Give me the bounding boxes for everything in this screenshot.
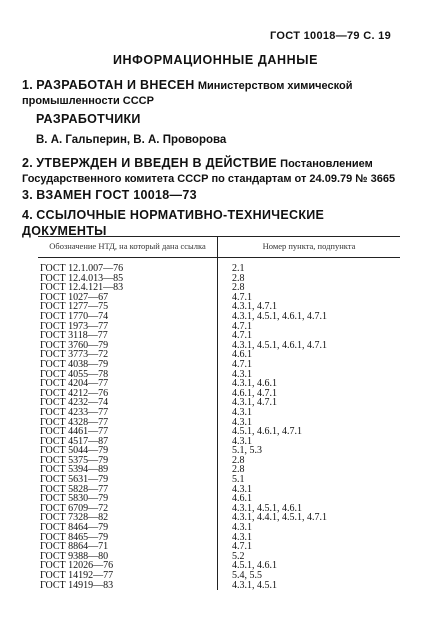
clause-numbers: 4.3.1 [232, 368, 252, 380]
clause-numbers: 4.7.1 [232, 291, 252, 303]
section-lead: УТВЕРЖДЕН И ВВЕДЕН В ДЕЙСТВИЕ [36, 156, 277, 170]
clause-numbers: 2.8 [232, 464, 245, 476]
section-number: 1. [22, 78, 34, 92]
document-designation: ГОСТ 12.4.013—85 [38, 274, 218, 284]
section-2 [22, 156, 407, 187]
section-lead: РАЗРАБОТАН И ВНЕСЕН [36, 78, 195, 92]
document-designation: ГОСТ 4212—76 [38, 389, 218, 399]
section-text: Министерством химической промышленности СССР [22, 80, 353, 107]
document-designation: ГОСТ 12026—76 [38, 561, 218, 571]
clause-numbers: 4.3.1 [232, 531, 252, 543]
document-designation: ГОСТ 12.4.121—83 [38, 283, 218, 293]
clause-numbers: 5.4, 5.5 [232, 570, 262, 581]
clause-numbers: 4.3.1, 4.5.1 [232, 579, 277, 591]
document-designation: ГОСТ 4038—79 [38, 360, 218, 370]
document-designation: ГОСТ 7328—82 [38, 513, 218, 523]
document-designation: ГОСТ 5828—77 [38, 485, 218, 495]
developers-names: В. А. Гальперин, В. А. Проворова [36, 134, 227, 146]
section-number: 4. [22, 208, 34, 222]
document-designation: ГОСТ 1277—75 [38, 302, 218, 312]
section-lead: ВЗАМЕН ГОСТ 10018—73 [36, 188, 197, 202]
clause-numbers: 4.7.1 [232, 541, 252, 553]
clause-numbers: 4.6.1 [232, 493, 252, 505]
document-designation: ГОСТ 5394—89 [38, 465, 218, 475]
document-designation: ГОСТ 4233—77 [38, 408, 218, 418]
document-designation: ГОСТ 9388—80 [38, 552, 218, 562]
document-designation: ГОСТ 3118—77 [38, 331, 218, 341]
document-designation: ГОСТ 3760—79 [38, 341, 218, 351]
document-designation: ГОСТ 4517—87 [38, 437, 218, 447]
document-designation: ГОСТ 12.1.007—76 [38, 258, 218, 274]
clause-numbers: 4.6.1, 4.7.1 [232, 387, 277, 399]
section-1 [22, 78, 407, 109]
table-body [38, 258, 400, 591]
clause-numbers: 5.1 [232, 474, 245, 486]
document-designation: ГОСТ 4204—77 [38, 379, 218, 389]
table-row [38, 258, 400, 274]
clause-numbers: 4.3.1, 4.4.1, 4.5.1, 4.7.1 [232, 512, 327, 524]
section-lead: ССЫЛОЧНЫЕ НОРМАТИВНО-ТЕХНИЧЕСКИЕ ДОКУМЕНТЫ [22, 208, 325, 238]
clause-numbers: 4.3.1 [232, 435, 252, 447]
table-row [38, 581, 400, 591]
clause-numbers: 4.3.1 [232, 406, 252, 418]
document-designation: ГОСТ 6709—72 [38, 504, 218, 514]
section-3 [22, 188, 407, 204]
clause-numbers: 5.2 [232, 550, 245, 562]
clause-numbers: 2.1 [232, 263, 245, 274]
clause-numbers: 4.6.1 [232, 349, 252, 361]
document-designation: ГОСТ 5044—79 [38, 446, 218, 456]
document-designation: ГОСТ 3773—72 [38, 350, 218, 360]
document-title: ИНФОРМАЦИОННЫЕ ДАННЫЕ [112, 53, 319, 67]
clause-numbers: 4.3.1 [232, 483, 252, 495]
developers-heading: РАЗРАБОТЧИКИ [36, 112, 141, 126]
reference-documents-table [38, 236, 400, 590]
clause-numbers: 2.8 [232, 454, 245, 466]
clause-numbers: 4.3.1 [232, 416, 252, 428]
clause-numbers: 4.3.1, 4.5.1, 4.6.1, 4.7.1 [232, 339, 327, 351]
section-text: Постановлением Государственного комитета СССР по стандартам от 24.09.79 № 3665 [22, 158, 396, 185]
document-designation: ГОСТ 4232—74 [38, 398, 218, 408]
document-designation: ГОСТ 5830—79 [38, 494, 218, 504]
clause-numbers: 2.8 [232, 282, 245, 294]
document-designation: ГОСТ 14192—77 [38, 571, 218, 581]
clause-numbers: 4.3.1, 4.5.1, 4.6.1, 4.7.1 [232, 310, 327, 322]
page-header: ГОСТ 10018—79 С. 19 [270, 30, 391, 42]
clause-numbers: 4.5.1, 4.6.1, 4.7.1 [232, 426, 302, 438]
clause-numbers: 4.3.1, 4.7.1 [232, 301, 277, 313]
clause-numbers: 4.7.1 [232, 330, 252, 342]
document-designation: ГОСТ 8465—79 [38, 533, 218, 543]
document-designation: ГОСТ 8864—71 [38, 542, 218, 552]
document-designation: ГОСТ 4461—77 [38, 427, 218, 437]
clause-numbers: 5.1, 5.3 [232, 445, 262, 457]
document-designation: ГОСТ 8464—79 [38, 523, 218, 533]
clause-numbers: 4.3.1, 4.5.1, 4.6.1 [232, 502, 302, 514]
document-designation: ГОСТ 5375—79 [38, 456, 218, 466]
clause-numbers: 4.3.1, 4.6.1 [232, 378, 277, 390]
table-header-row [38, 237, 400, 258]
document-designation: ГОСТ 4328—77 [38, 418, 218, 428]
clause-numbers: 4.7.1 [232, 320, 252, 332]
document-designation: ГОСТ 1973—77 [38, 322, 218, 332]
clause-numbers: 4.7.1 [232, 358, 252, 370]
section-number: 2. [22, 156, 34, 170]
document-designation: ГОСТ 1770—74 [38, 312, 218, 322]
document-designation: ГОСТ 4055—78 [38, 370, 218, 380]
clause-numbers: 4.5.1, 4.6.1 [232, 560, 277, 572]
column-header-document: Обозначение НТД, на который дана ссылка [38, 237, 218, 258]
clause-numbers: 2.8 [232, 272, 245, 284]
document-designation: ГОСТ 1027—67 [38, 293, 218, 303]
clause-numbers: 4.3.1 [232, 522, 252, 534]
document-designation: ГОСТ 14919—83 [38, 581, 218, 591]
column-header-clause: Номер пункта, подпункта [218, 237, 401, 258]
section-number: 3. [22, 188, 34, 202]
clause-numbers: 4.3.1, 4.7.1 [232, 397, 277, 409]
document-designation: ГОСТ 5631—79 [38, 475, 218, 485]
